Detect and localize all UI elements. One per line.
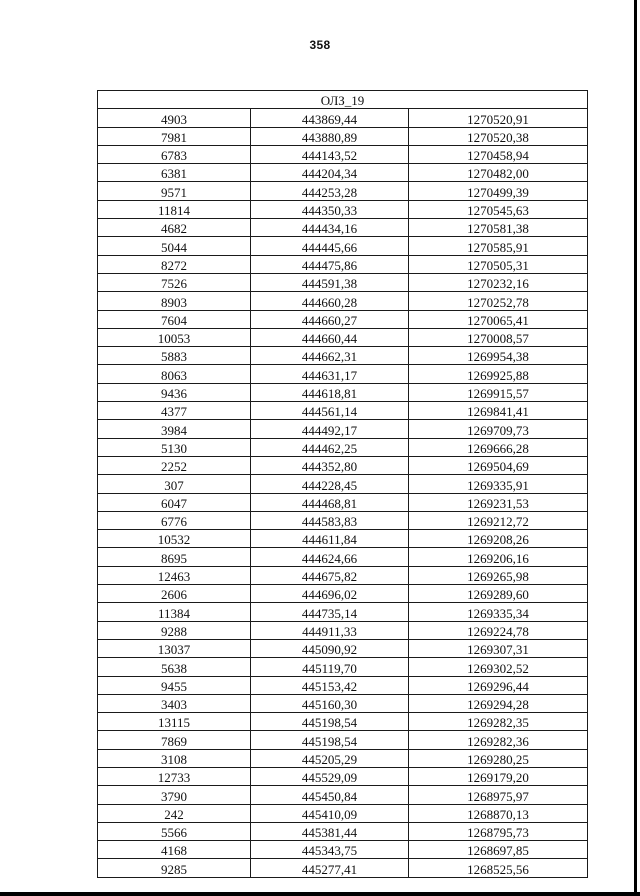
x-coordinate-cell: 444475,86 (251, 255, 409, 273)
table-row (98, 456, 588, 474)
table-row (98, 786, 588, 804)
point-number-cell: 7981 (98, 127, 251, 145)
y-coordinate-cell: 1269294,28 (409, 694, 588, 712)
y-coordinate-cell: 1269709,73 (409, 420, 588, 438)
y-coordinate-cell: 1270458,94 (409, 145, 588, 163)
y-coordinate-cell: 1268525,56 (409, 859, 588, 877)
point-number-cell: 4682 (98, 219, 251, 237)
table-title: ОЛЗ_19 (98, 91, 588, 109)
y-coordinate-cell: 1269841,41 (409, 402, 588, 420)
point-number-cell: 7526 (98, 273, 251, 291)
point-number-cell: 9455 (98, 676, 251, 694)
point-number-cell: 7869 (98, 731, 251, 749)
point-number-cell: 11384 (98, 603, 251, 621)
point-number-cell: 5638 (98, 658, 251, 676)
y-coordinate-cell: 1269925,88 (409, 365, 588, 383)
x-coordinate-cell: 444492,17 (251, 420, 409, 438)
x-coordinate-cell: 444675,82 (251, 566, 409, 584)
x-coordinate-cell: 444660,28 (251, 292, 409, 310)
point-number-cell: 2606 (98, 585, 251, 603)
y-coordinate-cell: 1269335,91 (409, 475, 588, 493)
x-coordinate-cell: 445153,42 (251, 676, 409, 694)
x-coordinate-cell: 444631,17 (251, 365, 409, 383)
y-coordinate-cell: 1270520,38 (409, 127, 588, 145)
point-number-cell: 7604 (98, 310, 251, 328)
y-coordinate-cell: 1269335,34 (409, 603, 588, 621)
point-number-cell: 3984 (98, 420, 251, 438)
point-number-cell: 8903 (98, 292, 251, 310)
x-coordinate-cell: 445381,44 (251, 822, 409, 840)
y-coordinate-cell: 1268975,97 (409, 786, 588, 804)
page-number: 358 (309, 38, 331, 52)
x-coordinate-cell: 444583,83 (251, 511, 409, 529)
table-row (98, 164, 588, 182)
point-number-cell: 3403 (98, 694, 251, 712)
table-row (98, 127, 588, 145)
table-row (98, 475, 588, 493)
table-row (98, 694, 588, 712)
table-row (98, 859, 588, 877)
y-coordinate-cell: 1269504,69 (409, 456, 588, 474)
table-row (98, 347, 588, 365)
point-number-cell: 6783 (98, 145, 251, 163)
y-coordinate-cell: 1270482,00 (409, 164, 588, 182)
table-row (98, 731, 588, 749)
table-body (98, 109, 588, 877)
table-row (98, 292, 588, 310)
point-number-cell: 4377 (98, 402, 251, 420)
x-coordinate-cell: 445277,41 (251, 859, 409, 877)
point-number-cell: 5566 (98, 822, 251, 840)
table-row (98, 420, 588, 438)
point-number-cell: 6381 (98, 164, 251, 182)
table-row (98, 365, 588, 383)
table-row (98, 585, 588, 603)
point-number-cell: 10532 (98, 530, 251, 548)
x-coordinate-cell: 444228,45 (251, 475, 409, 493)
point-number-cell: 4903 (98, 109, 251, 127)
y-coordinate-cell: 1269265,98 (409, 566, 588, 584)
table-row (98, 273, 588, 291)
table-row (98, 713, 588, 731)
x-coordinate-cell: 445529,09 (251, 767, 409, 785)
y-coordinate-cell: 1269282,35 (409, 713, 588, 731)
y-coordinate-cell: 1269208,26 (409, 530, 588, 548)
point-number-cell: 9571 (98, 182, 251, 200)
y-coordinate-cell: 1270232,16 (409, 273, 588, 291)
point-number-cell: 13037 (98, 639, 251, 657)
y-coordinate-cell: 1269282,36 (409, 731, 588, 749)
y-coordinate-cell: 1268870,13 (409, 804, 588, 822)
y-coordinate-cell: 1269915,57 (409, 383, 588, 401)
table-row (98, 676, 588, 694)
table-row (98, 310, 588, 328)
y-coordinate-cell: 1269224,78 (409, 621, 588, 639)
table-row (98, 493, 588, 511)
point-number-cell: 11814 (98, 200, 251, 218)
table-row (98, 402, 588, 420)
y-coordinate-cell: 1269307,31 (409, 639, 588, 657)
x-coordinate-cell: 445198,54 (251, 731, 409, 749)
point-number-cell: 8063 (98, 365, 251, 383)
x-coordinate-cell: 445205,29 (251, 749, 409, 767)
point-number-cell: 13115 (98, 713, 251, 731)
x-coordinate-cell: 444468,81 (251, 493, 409, 511)
x-coordinate-cell: 444611,84 (251, 530, 409, 548)
y-coordinate-cell: 1270499,39 (409, 182, 588, 200)
table-row (98, 566, 588, 584)
table-row (98, 639, 588, 657)
y-coordinate-cell: 1268795,73 (409, 822, 588, 840)
table-row (98, 438, 588, 456)
y-coordinate-cell: 1269231,53 (409, 493, 588, 511)
coordinates-table (97, 90, 588, 878)
x-coordinate-cell: 444662,31 (251, 347, 409, 365)
y-coordinate-cell: 1269206,16 (409, 548, 588, 566)
x-coordinate-cell: 443869,44 (251, 109, 409, 127)
point-number-cell: 8695 (98, 548, 251, 566)
point-number-cell: 10053 (98, 328, 251, 346)
point-number-cell: 12463 (98, 566, 251, 584)
x-coordinate-cell: 445198,54 (251, 713, 409, 731)
y-coordinate-cell: 1268697,85 (409, 841, 588, 859)
page-bottom-edge (0, 892, 640, 896)
y-coordinate-cell: 1269212,72 (409, 511, 588, 529)
y-coordinate-cell: 1270008,57 (409, 328, 588, 346)
point-number-cell: 307 (98, 475, 251, 493)
x-coordinate-cell: 444660,44 (251, 328, 409, 346)
table-row (98, 804, 588, 822)
y-coordinate-cell: 1270585,91 (409, 237, 588, 255)
x-coordinate-cell: 444735,14 (251, 603, 409, 621)
y-coordinate-cell: 1269666,28 (409, 438, 588, 456)
y-coordinate-cell: 1269179,20 (409, 767, 588, 785)
y-coordinate-cell: 1270252,78 (409, 292, 588, 310)
table-row (98, 548, 588, 566)
x-coordinate-cell: 445450,84 (251, 786, 409, 804)
point-number-cell: 242 (98, 804, 251, 822)
point-number-cell: 4168 (98, 841, 251, 859)
table-row (98, 383, 588, 401)
x-coordinate-cell: 444462,25 (251, 438, 409, 456)
x-coordinate-cell: 445119,70 (251, 658, 409, 676)
y-coordinate-cell: 1270505,31 (409, 255, 588, 273)
y-coordinate-cell: 1270581,38 (409, 219, 588, 237)
point-number-cell: 6047 (98, 493, 251, 511)
table-row (98, 530, 588, 548)
point-number-cell: 9288 (98, 621, 251, 639)
x-coordinate-cell: 444591,38 (251, 273, 409, 291)
point-number-cell: 5883 (98, 347, 251, 365)
table-row (98, 511, 588, 529)
x-coordinate-cell: 445090,92 (251, 639, 409, 657)
x-coordinate-cell: 444350,33 (251, 200, 409, 218)
x-coordinate-cell: 444352,80 (251, 456, 409, 474)
x-coordinate-cell: 444143,52 (251, 145, 409, 163)
table-row (98, 145, 588, 163)
x-coordinate-cell: 445160,30 (251, 694, 409, 712)
x-coordinate-cell: 444660,27 (251, 310, 409, 328)
x-coordinate-cell: 444253,28 (251, 182, 409, 200)
y-coordinate-cell: 1269296,44 (409, 676, 588, 694)
y-coordinate-cell: 1270065,41 (409, 310, 588, 328)
point-number-cell: 2252 (98, 456, 251, 474)
x-coordinate-cell: 444434,16 (251, 219, 409, 237)
y-coordinate-cell: 1269302,52 (409, 658, 588, 676)
table-row (98, 219, 588, 237)
table-row (98, 328, 588, 346)
point-number-cell: 3790 (98, 786, 251, 804)
table-row (98, 658, 588, 676)
table-row (98, 255, 588, 273)
y-coordinate-cell: 1269954,38 (409, 347, 588, 365)
x-coordinate-cell: 443880,89 (251, 127, 409, 145)
table-row (98, 749, 588, 767)
point-number-cell: 8272 (98, 255, 251, 273)
x-coordinate-cell: 444624,66 (251, 548, 409, 566)
table-title-row (98, 91, 588, 109)
point-number-cell: 9436 (98, 383, 251, 401)
y-coordinate-cell: 1269289,60 (409, 585, 588, 603)
table-row (98, 109, 588, 127)
table-row (98, 767, 588, 785)
point-number-cell: 3108 (98, 749, 251, 767)
y-coordinate-cell: 1270545,63 (409, 200, 588, 218)
table-row (98, 841, 588, 859)
x-coordinate-cell: 445343,75 (251, 841, 409, 859)
x-coordinate-cell: 444204,34 (251, 164, 409, 182)
point-number-cell: 12733 (98, 767, 251, 785)
x-coordinate-cell: 445410,09 (251, 804, 409, 822)
point-number-cell: 5130 (98, 438, 251, 456)
table-row (98, 621, 588, 639)
table-row (98, 822, 588, 840)
point-number-cell: 5044 (98, 237, 251, 255)
x-coordinate-cell: 444445,66 (251, 237, 409, 255)
table-row (98, 182, 588, 200)
y-coordinate-cell: 1269280,25 (409, 749, 588, 767)
table-row (98, 237, 588, 255)
point-number-cell: 6776 (98, 511, 251, 529)
x-coordinate-cell: 444561,14 (251, 402, 409, 420)
point-number-cell: 9285 (98, 859, 251, 877)
x-coordinate-cell: 444618,81 (251, 383, 409, 401)
y-coordinate-cell: 1270520,91 (409, 109, 588, 127)
x-coordinate-cell: 444911,33 (251, 621, 409, 639)
x-coordinate-cell: 444696,02 (251, 585, 409, 603)
table-row (98, 603, 588, 621)
table-row (98, 200, 588, 218)
